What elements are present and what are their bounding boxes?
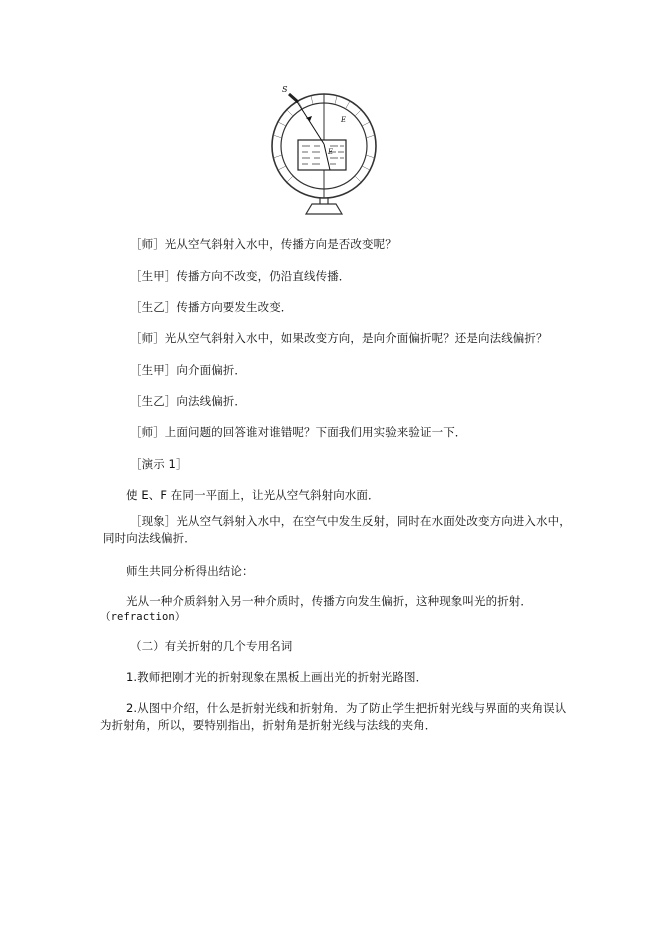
label-e-upper: E — [341, 116, 347, 124]
student-a-answer-1: ［生甲］传播方向不改变，仍沿直线传播． — [130, 269, 351, 283]
demo-heading: ［演示 1］ — [130, 457, 188, 471]
refraction-apparatus-figure — [270, 80, 378, 220]
teacher-question-3: ［师］上面问题的回答谁对谁错呢？下面我们用实验来验证一下． — [130, 425, 467, 439]
item-2-line-2: 为折射角，所以，要特别指出，折射角是折射光线与法线的夹角． — [100, 718, 437, 732]
demo-instruction: 使 E、F 在同一平面上，让光从空气斜射向水面． — [126, 488, 380, 502]
teacher-question-1: ［师］光从空气斜射入水中，传播方向是否改变呢？ — [130, 237, 397, 251]
student-a-answer-2: ［生甲］向介面偏折． — [130, 363, 246, 377]
phenomenon-line-2: 同时向法线偏折． — [103, 531, 196, 545]
label-s: S — [282, 85, 288, 94]
student-b-answer-1: ［生乙］传播方向要发生改变． — [130, 300, 293, 314]
phenomenon-line-1: ［现象］光从空气斜射入水中，在空气中发生反射，同时在水面处改变方向进入水中， — [130, 514, 571, 528]
item-2-line-1: 2.从图中介绍，什么是折射光线和折射角．为了防止学生把折射光线与界面的夹角误认 — [126, 701, 567, 715]
teacher-question-2: ［师］光从空气斜射入水中，如果改变方向，是向介面偏折呢？还是向法线偏折？ — [130, 331, 548, 345]
label-e-lower: E — [328, 148, 334, 156]
conclusion-heading: 师生共同分析得出结论： — [126, 564, 254, 578]
refraction-definition: 光从一种介质斜射入另一种介质时，传播方向发生偏折，这种现象叫光的折射． — [126, 594, 532, 608]
item-1: 1.教师把刚才光的折射现象在黑板上画出光的折射光路图． — [126, 670, 428, 684]
student-b-answer-2: ［生乙］向法线偏折． — [130, 394, 246, 408]
refraction-english-term: （refraction） — [100, 611, 186, 623]
section-two-heading: （二）有关折射的几个专用名词 — [130, 639, 293, 653]
